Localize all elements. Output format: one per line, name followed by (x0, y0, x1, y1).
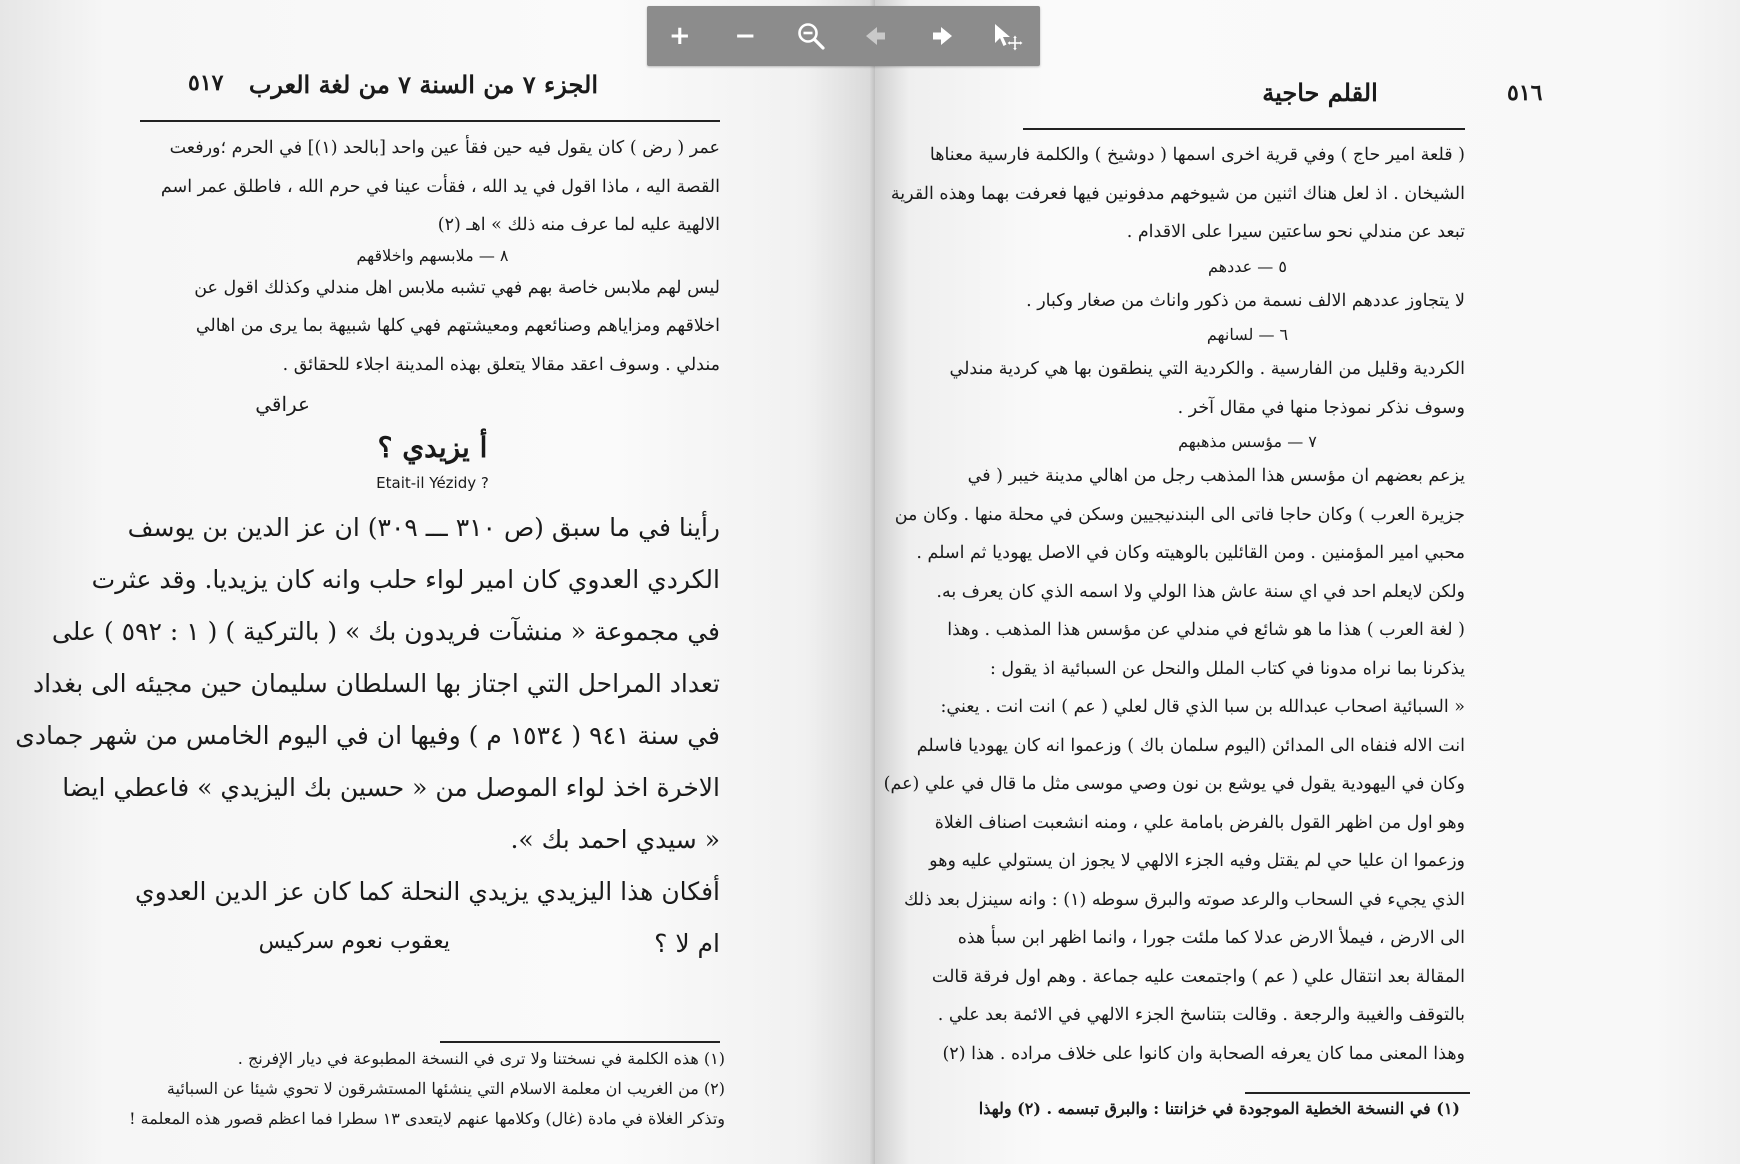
text-line: وهذا المعنى مما كان يعرفه الصحابة وان كانوا على خلاف مراده . هذا (٢) (942, 1043, 1465, 1064)
text-line: محبي امير المؤمنين . ومن القائلين بالوهيته وكان في الاصل يهوديا ثم اسلم . (916, 543, 1465, 563)
text-line: جزيرة العرب ) وكان حاجا فاتى الى البندنيجيين وسكن في محلة منها . وكان من (894, 504, 1465, 525)
text-line: وسوف نذكر نموذجا منها في مقال آخر . (1177, 397, 1465, 418)
page-number: ٥١٦ (1507, 80, 1543, 106)
text-line: يذكرنا بما نراه مدونا في كتاب الملل والنحل عن السبائية اذ يقول : (989, 658, 1465, 679)
section-heading: ٧ — مؤسس مذهبهم (1178, 432, 1317, 451)
question-text: ام لا ؟ (654, 929, 720, 958)
text-line: أفكان هذا اليزيدي يزيدي النحلة كما كان عز الدين العدوي (135, 877, 720, 906)
text-line: الالهية عليه لما عرف منه ذلك » اهـ (٢) (437, 215, 720, 235)
running-head: الجزء ٧ من السنة ٧ من لغة العرب (248, 70, 598, 99)
arrow-left-icon (863, 23, 889, 49)
text-line: عمر ( رض ) كان يقول فيه حين فقأ عين واحد [بالحد (١)] في الحرم ؛ورفعت (169, 138, 720, 158)
text-line: وزعموا ان عليا حي لم يقتل وفيه الجزء الالهي لا يجوز ان يستولي عليه وهو (929, 851, 1465, 871)
right-text-column (883, 136, 1465, 1073)
text-line: بالتوقف والغيبة والرجعة . وقالت بتناسخ الجزء الالهي في الائمة بعد علي . (937, 1005, 1465, 1025)
text-line: القصة اليه ، ماذا اقول في يد الله ، فقأت عينا في حرم الله ، فاطلق عمر اسم (160, 176, 720, 197)
text-line: ليس لهم ملابس خاصة بهم فهي تشبه ملابس اهل مندلي وكذلك اقول عن (194, 277, 720, 298)
footnote: (٢) من الغريب ان معلمة الاسلام التي ينشئها المستشرقون لا تحوي شيئا عن السبائية (166, 1079, 725, 1098)
text-line: الكردية وقليل من الفارسية . والكردية التي ينطقون بها هي كردية مندلي (949, 359, 1465, 379)
next-page-button[interactable] (918, 12, 966, 60)
arrow-right-icon (929, 23, 955, 49)
header-rule (140, 120, 720, 122)
text-line: الى الارض ، فيملأ الارض عدلا كما ملئت جورا ، وانما اظهر ابن سبأ هذه (957, 928, 1465, 948)
running-head: القلم حاجية (1262, 78, 1378, 107)
text-line: « سيدي احمد بك ». (510, 825, 720, 854)
plus-icon: + (668, 21, 691, 51)
text-line: ولكن لايعلم احد في اي سنة عاش هذا الولي ولا اسمه الذي كان يعرف به. (936, 581, 1465, 602)
footnotes (129, 1044, 725, 1134)
text-line: الشيخان . اذ لعل هناك اثنين من شيوخهم مدفونين فيها فعرفت بهما وهذه القرية (890, 183, 1465, 204)
text-line: تعداد المراحل التي اجتاز بها السلطان سليمان حين مجيئه الى بغداد (33, 669, 720, 698)
text-line: لا يتجاوز عددهم الالف نسمة من ذكور واناث من صغار وكبار . (1026, 290, 1465, 311)
text-line: مندلي . وسوف اعقد مقالا يتعلق بهذه المدينة اجلاء للحقائق . (282, 354, 720, 375)
section-heading: ٨ — ملابسهم واخلاقهم (356, 245, 509, 265)
text-line: رأينا في ما سبق (ص ٣١٠ ـــ ٣٠٩) ان عز الدين بن يوسف (127, 513, 720, 542)
previous-page-button[interactable] (852, 12, 900, 60)
page-number: ٥١٧ (188, 70, 224, 96)
left-text-column (15, 129, 720, 970)
author-signature: يعقوب نعوم سركيس (258, 929, 450, 954)
text-line: « السبائية اصحاب عبدالله بن سبا الذي قال لعلي ( عم ) انت انت . يعني: (940, 697, 1465, 717)
footnote-rule (440, 1041, 720, 1043)
text-line: ( لغة العرب ) هذا ما هو شائع في مندلي عن مؤسس هذا المذهب . وهذا (947, 620, 1465, 640)
footnote: (١) هذه الكلمة في نسختنا ولا ترى في النسخة المطبوعة في ديار الإفرنج . (237, 1049, 725, 1068)
text-line: الكردي العدوي كان امير لواء حلب وانه كان يزيديا. وقد عثرت (91, 565, 720, 594)
text-line: انت الاله فنفاه الى المدائن (اليوم سلمان باك ) وزعموا انه كان يهوديا فاسلم (916, 735, 1465, 756)
footnote: (١) في النسخة الخطية الموجودة في خزانتنا : والبرق تبسمه . (٢) ولهذا (978, 1099, 1460, 1118)
text-line: الاخرة اخذ لواء الموصل من « حسين بك اليزيدي » فاعطي ايضا (62, 773, 720, 802)
magnifier-minus-icon (796, 21, 826, 51)
minus-icon: − (734, 21, 757, 51)
text-line: الذي يجيء في السحاب والرعد صوته والبرق سوطه (١) : وانه سينزل بعد ذلك (904, 889, 1465, 910)
text-line: تبعد عن مندلي نحو ساعتين سيرا على الاقدام . (1126, 222, 1465, 242)
footnote: وتذكر الغلاة في مادة (غال) وكلامها عنهم لايتعدى ١٣ سطرا فما اعظم قصور هذه المعلمة ! (129, 1109, 725, 1128)
section-heading: ٦ — لسانهم (1206, 325, 1289, 344)
section-heading: ٥ — عددهم (1208, 256, 1287, 276)
author-signature: عراقي (255, 392, 310, 416)
pan-mode-button[interactable] (983, 12, 1031, 60)
zoom-in-button[interactable] (656, 12, 704, 60)
text-line: في مجموعة « منشآت فريدون بك » ( بالتركية ) ( ١ : ٥٩٢ ) على (51, 617, 720, 646)
cursor-move-icon (991, 21, 1023, 51)
zoom-reset-button[interactable] (787, 12, 835, 60)
article-title: أ يزيدي ؟ (377, 431, 488, 464)
text-line: وهو اول من اظهر القول بالفرض بامامة علي ، ومنه انشعبت اصناف الغلاة (934, 812, 1465, 833)
article-subtitle: Etait-il Yézidy ? (376, 474, 489, 492)
text-line: في سنة ٩٤١ ( ١٥٣٤ م ) وفيها ان في اليوم الخامس من شهر جمادى (15, 721, 720, 750)
text-line: المقالة بعد انتقال علي ( عم ) واجتمعت عليه جماعة . وهم اول فرقة قالت (931, 966, 1465, 987)
zoom-out-button[interactable] (721, 12, 769, 60)
text-line: وكان في اليهودية يقول في يوشع بن نون وصي موسى مثل ما قال في علي (عم) (883, 774, 1465, 794)
text-line: يزعم بعضهم ان مؤسس هذا المذهب رجل من اهالي مدينة خيبر ( في (967, 466, 1465, 486)
viewer-toolbar (647, 6, 1040, 66)
text-line: اخلاقهم ومزاياهم وصنائعهم ومعيشتهم فهي كلها شبيهة بما يرى من اهالي (195, 316, 720, 336)
footnotes (978, 1094, 1460, 1124)
header-rule (1023, 128, 1465, 130)
text-line: ( قلعة امير حاج ) وفي قرية اخرى اسمها ( دوشيخ ) والكلمة فارسية معناها (929, 145, 1465, 165)
right-page (875, 0, 1740, 1164)
